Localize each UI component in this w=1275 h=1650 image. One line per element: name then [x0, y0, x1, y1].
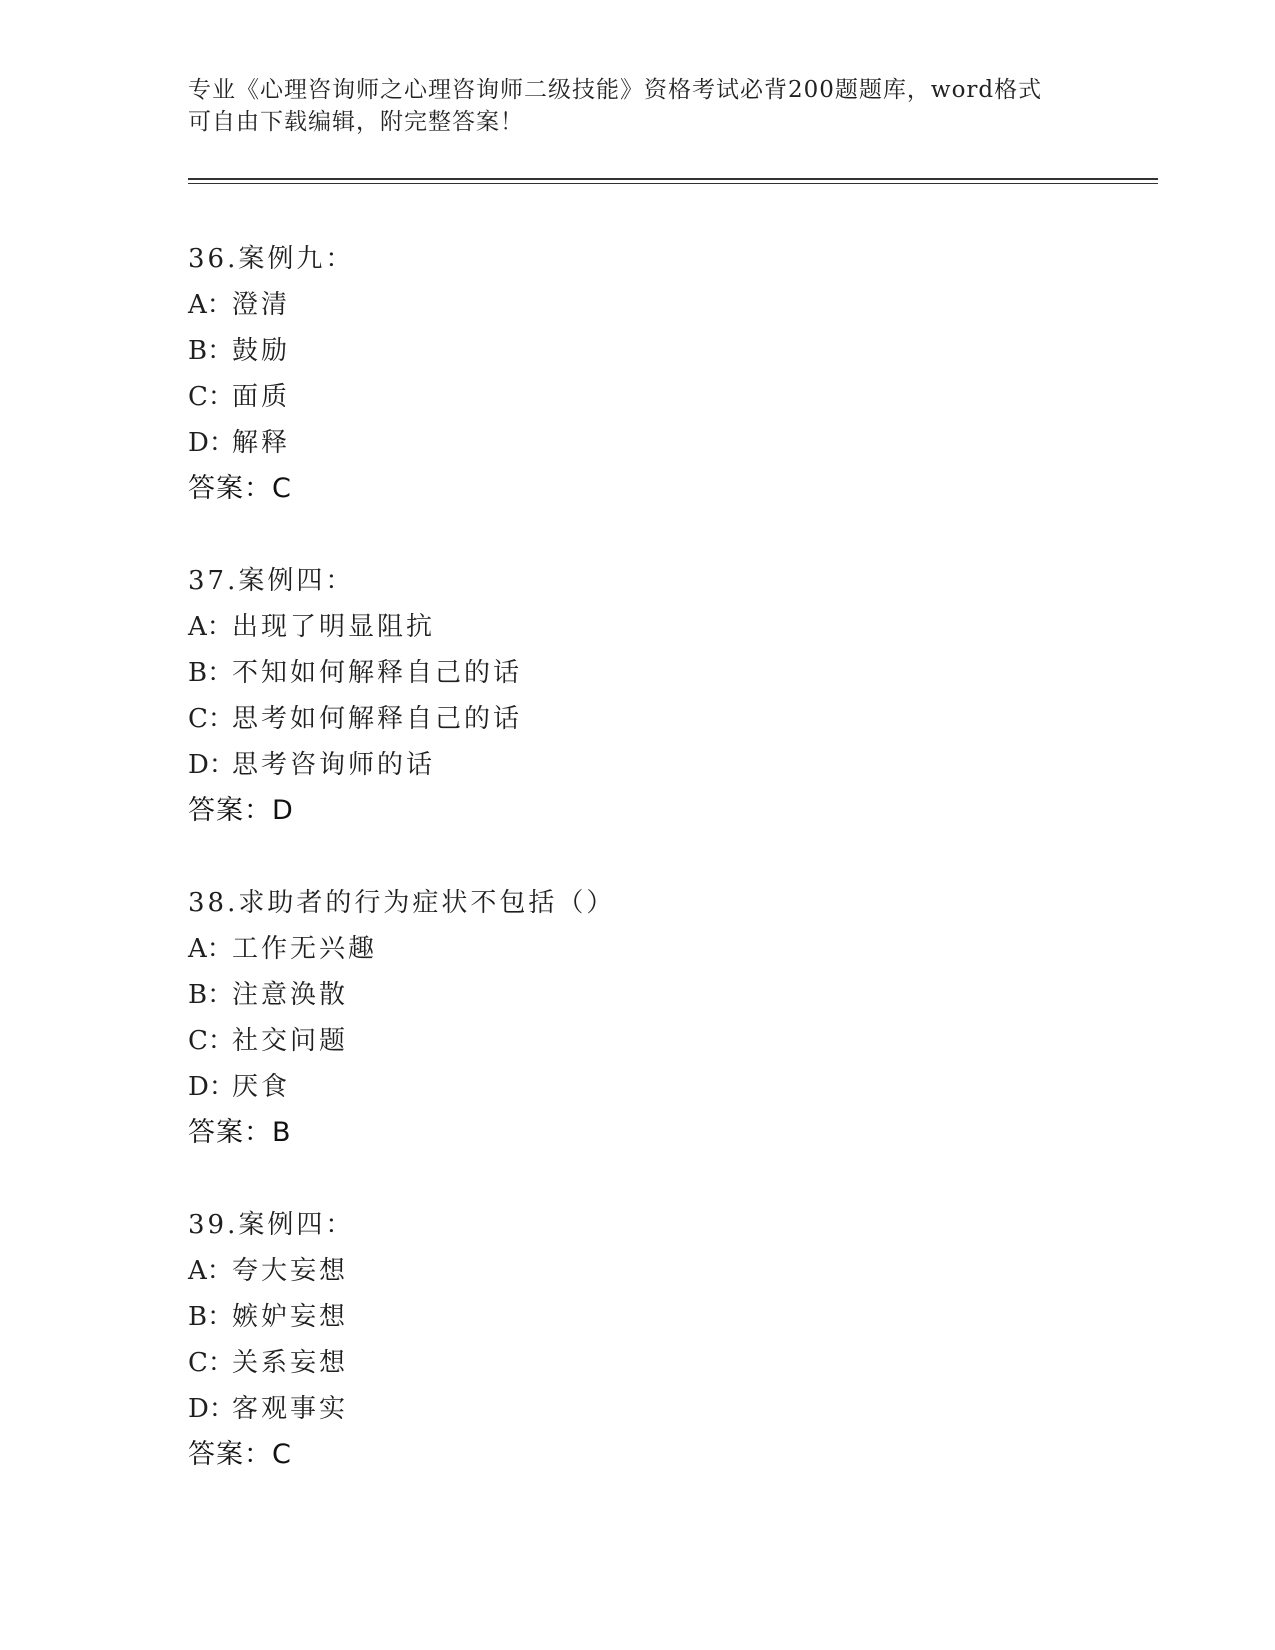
answer-line: 答案：C: [188, 473, 292, 504]
option-d: [188, 1064, 1088, 1110]
option-b: [188, 328, 1088, 374]
option-c: [188, 1340, 1088, 1386]
option-text: 面质: [232, 382, 291, 412]
answer-line: 答案：B: [188, 1117, 292, 1148]
option-b: [188, 972, 1088, 1018]
question-list: [188, 236, 1088, 1524]
option-text: 嫉妒妄想: [232, 1302, 349, 1332]
answer-line: 答案：D: [188, 795, 294, 826]
option-letter: D：: [188, 750, 235, 780]
option-text: 客观事实: [232, 1394, 349, 1424]
option-letter: B：: [188, 658, 234, 688]
option-letter: A：: [188, 612, 233, 642]
question-37: [188, 558, 1088, 834]
option-letter: D：: [188, 1072, 235, 1102]
option-text: 关系妄想: [232, 1348, 349, 1378]
header-line-1: 专业《心理咨询师之心理咨询师二级技能》资格考试必背200题题库，word格式: [188, 77, 1043, 103]
question-stem: 39.案例四：: [188, 1210, 355, 1240]
question-stem: 38.求助者的行为症状不包括（）: [188, 888, 616, 918]
option-a: [188, 282, 1088, 328]
document-header: [188, 74, 1088, 138]
option-b: [188, 1294, 1088, 1340]
option-text: 澄清: [232, 290, 291, 320]
option-d: [188, 742, 1088, 788]
option-letter: D：: [188, 1394, 235, 1424]
option-text: 解释: [232, 428, 291, 458]
option-b: [188, 650, 1088, 696]
option-letter: B：: [188, 336, 234, 366]
option-letter: D：: [188, 428, 235, 458]
header-divider-thick: [188, 178, 1158, 180]
option-letter: A：: [188, 290, 233, 320]
answer-line: 答案：C: [188, 1439, 292, 1470]
option-letter: C：: [188, 1026, 234, 1056]
question-stem: 37.案例四：: [188, 566, 355, 596]
option-a: [188, 1248, 1088, 1294]
option-letter: B：: [188, 1302, 234, 1332]
option-letter: A：: [188, 934, 233, 964]
option-letter: C：: [188, 704, 234, 734]
question-39: [188, 1202, 1088, 1478]
option-d: [188, 420, 1088, 466]
option-d: [188, 1386, 1088, 1432]
option-letter: B：: [188, 980, 234, 1010]
option-text: 出现了明显阻抗: [232, 612, 436, 642]
option-text: 工作无兴趣: [232, 934, 378, 964]
option-text: 思考咨询师的话: [232, 750, 436, 780]
option-text: 注意涣散: [232, 980, 349, 1010]
option-text: 夸大妄想: [232, 1256, 349, 1286]
question-36: [188, 236, 1088, 512]
question-stem: 36.案例九：: [188, 244, 355, 274]
question-38: [188, 880, 1088, 1156]
option-letter: A：: [188, 1256, 233, 1286]
header-divider-thin: [188, 183, 1158, 184]
header-line-2: 可自由下载编辑，附完整答案！: [188, 109, 524, 135]
option-a: [188, 926, 1088, 972]
option-letter: C：: [188, 382, 234, 412]
option-c: [188, 374, 1088, 420]
option-text: 思考如何解释自己的话: [232, 704, 523, 734]
option-c: [188, 696, 1088, 742]
option-letter: C：: [188, 1348, 234, 1378]
option-text: 厌食: [232, 1072, 291, 1102]
option-text: 鼓励: [232, 336, 291, 366]
option-text: 社交问题: [232, 1026, 349, 1056]
option-c: [188, 1018, 1088, 1064]
option-a: [188, 604, 1088, 650]
option-text: 不知如何解释自己的话: [232, 658, 523, 688]
